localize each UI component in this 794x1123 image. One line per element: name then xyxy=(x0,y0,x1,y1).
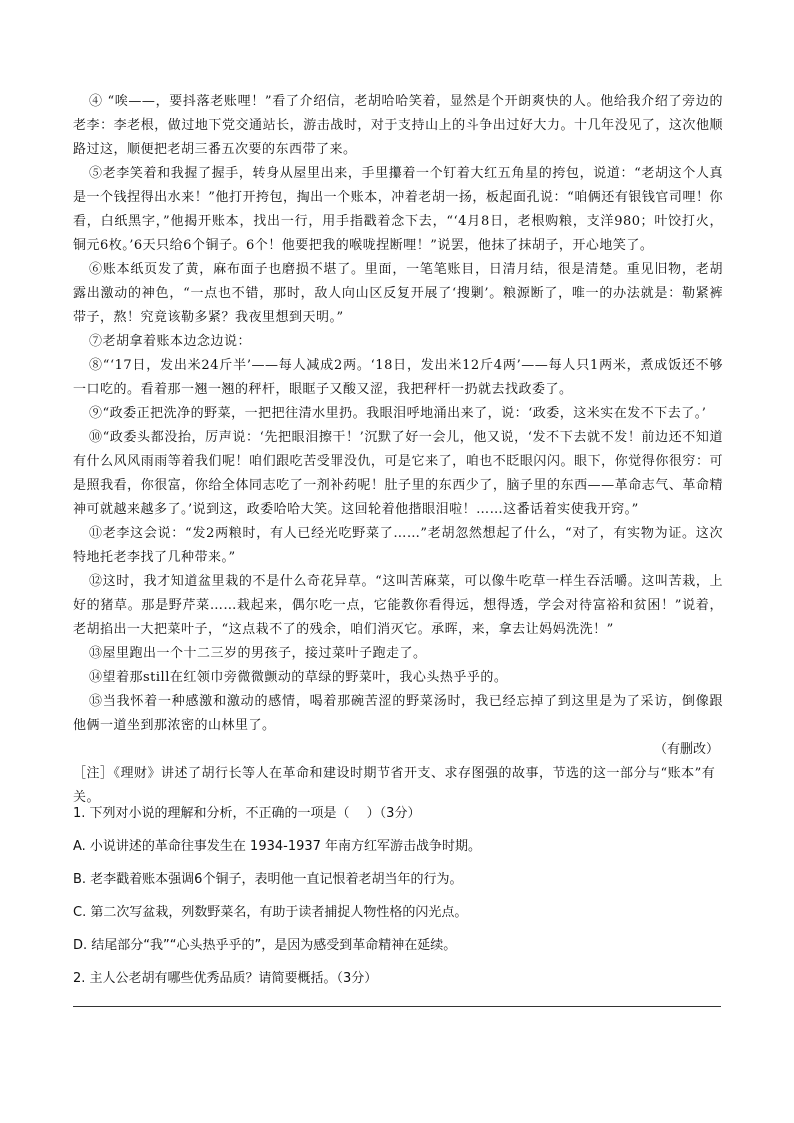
paragraph-6: ⑥账本纸页发了黄，麻布面子也磨损不堪了。里面，一笔笔账目，日清月结，很是清楚。重见旧物，老胡露出激动的神色，“一点也不错，那时，敌人向山区反复开展了‘搜剿’。粮源断了，唯一的办法就是：勒紧裤带子，熬！究竟该勒多紧？我夜里想到天明。” xyxy=(73,262,723,325)
option-c: C. 第二次写盆栽，列数野菜名，有助于读者捕捉人物性格的闪光点。 xyxy=(73,905,468,920)
question-1: 1. 下列对小说的理解和分析，不正确的一项是（ ）（3分） xyxy=(73,806,421,821)
footnote: ［注］《理财》讲述了胡行长等人在革命和建设时期节省开支、求存图强的故事，节选的这一部分与“账本”有关。 xyxy=(73,766,716,805)
paragraph-12: ⑫这时，我才知道盆里栽的不是什么奇花异草。“这叫苦麻菜，可以像牛吃草一样生吞活嚼。这叫苦栽，上好的猪草。那是野芹菜……栽起来，偶尔吃一点，它能教你看得远，想得透，学会对待富裕和贫困！”说着，老胡掐出一大把菜叶子，“这点栽不了的残余，咱们消灭它。承晖，来，拿去让妈妈洗洗！” xyxy=(73,574,723,637)
paragraph-7: ⑦老胡拿着账本边念边说： xyxy=(89,334,252,349)
paragraph-5: ⑤老李笑着和我握了握手，转身从屋里出来，手里攥着一个钉着大红五角星的挎包，说道：“老胡这个人真是一个钱捏得出水来！”他打开挎包，掏出一个账本，冲着老胡一扬，板起面孔说：“咱俩还有银钱官司哩！你看，白纸黑字，”他揭开账本，找出一行，用手指戳着念下去，“‘4月8日，老根购粮，支洋980；叶饺打火，铜元6枚。’6天只给6个铜子。6个！他要把我的喉咙捏断哩！”说罢，他抹了抹胡子，开心地笑了。 xyxy=(73,166,723,253)
paragraph-11: ⑪老李这会说：“发2两粮时，有人已经光吃野菜了……”老胡忽然想起了什么，“对了，有实物为证。这次特地托老李找了几种带来。” xyxy=(73,526,723,565)
reading-passage xyxy=(73,90,723,810)
paragraph-10: ⑩“政委头都没抬，厉声说：‘先把眼泪擦干！’沉默了好一会儿，他又说，‘发不下去就不发！前边还不知道有什么风风雨雨等着我们呢！咱们跟吃苦受罪没仇，可是它来了，咱也不眨眼闪闪。眼下，你觉得你很穷：可是照我看，你很富，你给全体同志吃了一剂补药呢！肚子里的东西少了，脑子里的东西——革命志气、革命精神可就越来越多了。’说到这，政委哈哈大笑。这回轮着他揩眼泪啦！……这番话着实使我开窍。” xyxy=(73,430,723,517)
paragraph-4: ④ “唉——，要抖落老账哩！”看了介绍信，老胡哈哈笑着，显然是个开朗爽快的人。他给我介绍了旁边的老李：李老根，做过地下党交通站长，游击战时，对于支持山上的斗争出过好大力。十几年没见了，这次他顺路过这，顺便把老胡三番五次要的东西带了来。 xyxy=(73,94,723,157)
paragraph-14: ⑭望着那still在红领巾旁微微颤动的草绿的野菜叶，我心头热乎乎的。 xyxy=(89,670,508,685)
option-d: D. 结尾部分“我”“心头热乎乎的”，是因为感受到革命精神在延续。 xyxy=(73,938,457,953)
option-a: A. 小说讲述的革命往事发生在 1934-1937 年南方红军游击战争时期。 xyxy=(73,839,482,854)
paragraph-13: ⑬屋里跑出一个十二三岁的男孩子，接过菜叶子跑走了。 xyxy=(89,646,427,661)
paragraph-15: ⑮当我怀着一种感激和激动的感情，喝着那碗苦涩的野菜汤时，我已经忘掉了到这里是为了采访，倒像跟他俩一道坐到那浓密的山林里了。 xyxy=(73,694,723,733)
question-section xyxy=(73,797,723,995)
paragraph-8: ⑧“‘17日，发出米24斤半’——每人减成2两。‘18日，发出米12斤4两’——每人只1两米，煮成饭还不够一口吃的。看着那一翘一翘的秤杆，眼眶子又酸又涩，我把秤杆一扔就去找政委了。 xyxy=(73,358,723,397)
source-note: （有删改） xyxy=(653,742,719,757)
question-2: 2. 主人公老胡有哪些优秀品质？请简要概括。（3分） xyxy=(73,971,378,986)
option-b: B. 老李戳着账本强调6个铜子，表明他一直记恨着老胡当年的行为。 xyxy=(73,872,463,887)
answer-line xyxy=(73,1006,721,1007)
paragraph-9: ⑨“政委正把洗净的野菜，一把把往清水里扔。我眼泪呼地涌出来了，说：‘政委，这米实在发不下去了。’ xyxy=(89,406,707,421)
